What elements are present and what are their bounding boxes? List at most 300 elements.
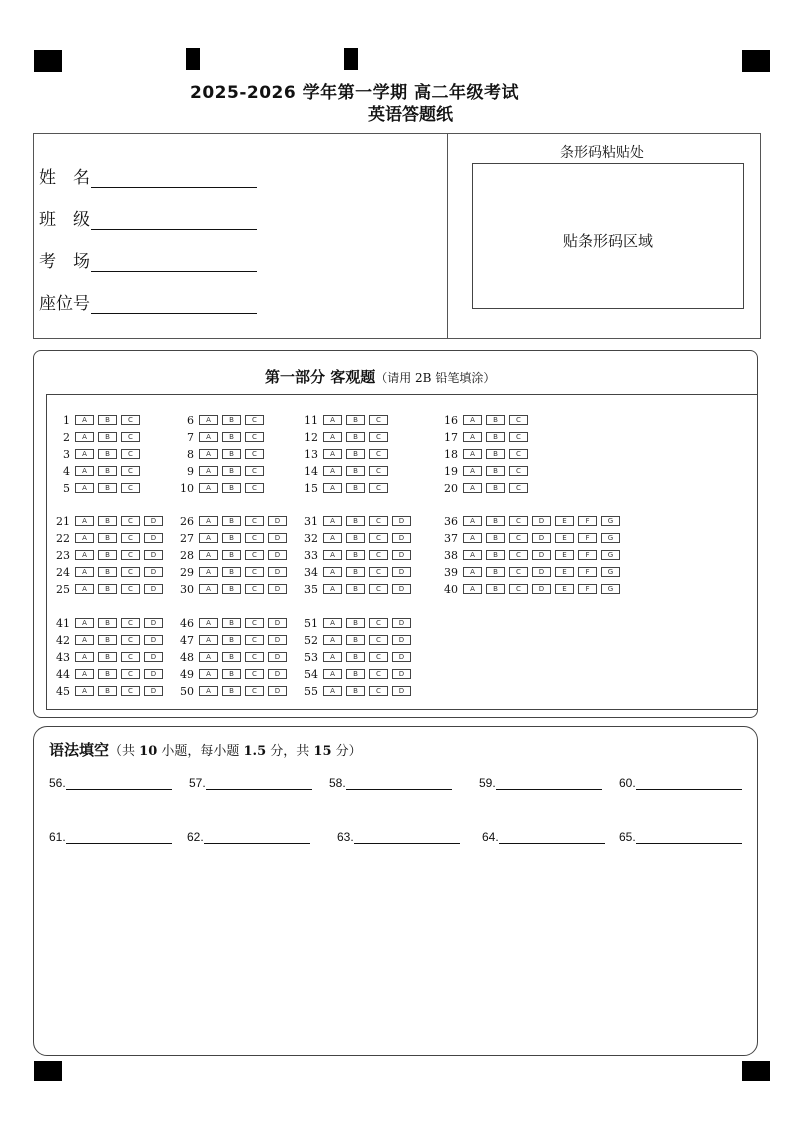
option-bubble-c[interactable]: C bbox=[369, 618, 388, 628]
seat-number-line[interactable] bbox=[91, 295, 257, 314]
option-bubble-a[interactable]: A bbox=[75, 584, 94, 594]
option-bubble-g[interactable]: G bbox=[601, 584, 620, 594]
option-bubble-c[interactable]: C bbox=[245, 483, 264, 493]
option-bubble-d[interactable]: D bbox=[392, 652, 411, 662]
option-bubble-a[interactable]: A bbox=[75, 669, 94, 679]
option-bubble-a[interactable]: A bbox=[463, 533, 482, 543]
option-bubble-a[interactable]: A bbox=[323, 432, 342, 442]
option-bubble-c[interactable]: C bbox=[121, 686, 140, 696]
option-bubble-c[interactable]: C bbox=[509, 432, 528, 442]
option-bubble-g[interactable]: G bbox=[601, 567, 620, 577]
option-bubble-a[interactable]: A bbox=[75, 567, 94, 577]
question-number: 9 bbox=[187, 464, 194, 478]
option-bubble-d[interactable]: D bbox=[392, 567, 411, 577]
option-bubble-a[interactable]: A bbox=[199, 618, 218, 628]
option-bubble-a[interactable]: A bbox=[75, 618, 94, 628]
option-bubble-d[interactable]: D bbox=[392, 550, 411, 560]
option-bubble-b[interactable]: B bbox=[98, 533, 117, 543]
option-bubble-c[interactable]: C bbox=[509, 415, 528, 425]
option-bubble-b[interactable]: B bbox=[486, 516, 505, 526]
question-number: 15 bbox=[304, 481, 318, 495]
option-bubble-a[interactable]: A bbox=[199, 686, 218, 696]
option-bubble-b[interactable]: B bbox=[346, 567, 365, 577]
option-bubble-c[interactable]: C bbox=[369, 533, 388, 543]
option-bubble-a[interactable]: A bbox=[199, 516, 218, 526]
option-bubble-c[interactable]: C bbox=[369, 516, 388, 526]
seat-number-label: 座位号 bbox=[39, 294, 90, 314]
answer-line[interactable] bbox=[66, 831, 172, 844]
option-bubble-a[interactable]: A bbox=[75, 635, 94, 645]
blank-60[interactable] bbox=[619, 776, 742, 790]
option-bubble-f[interactable]: F bbox=[578, 516, 597, 526]
option-bubble-a[interactable]: A bbox=[323, 550, 342, 560]
option-bubble-a[interactable]: A bbox=[199, 669, 218, 679]
question-number: 5 bbox=[63, 481, 70, 495]
option-bubble-c[interactable]: C bbox=[369, 652, 388, 662]
option-bubble-d[interactable]: D bbox=[532, 550, 551, 560]
option-bubble-b[interactable]: B bbox=[222, 686, 241, 696]
option-bubble-d[interactable]: D bbox=[268, 550, 287, 560]
option-bubble-c[interactable]: C bbox=[369, 550, 388, 560]
question-6 bbox=[172, 414, 268, 426]
answer-line[interactable] bbox=[636, 777, 742, 790]
option-bubble-b[interactable]: B bbox=[346, 584, 365, 594]
option-bubble-f[interactable]: F bbox=[578, 584, 597, 594]
option-bubble-a[interactable]: A bbox=[323, 483, 342, 493]
option-bubble-d[interactable]: D bbox=[268, 652, 287, 662]
option-bubble-b[interactable]: B bbox=[346, 550, 365, 560]
option-bubble-a[interactable]: A bbox=[463, 516, 482, 526]
option-bubble-a[interactable]: A bbox=[323, 652, 342, 662]
timing-mark bbox=[34, 1061, 62, 1081]
option-bubble-c[interactable]: C bbox=[121, 669, 140, 679]
option-bubble-c[interactable]: C bbox=[245, 432, 264, 442]
option-bubble-c[interactable]: C bbox=[369, 415, 388, 425]
option-bubble-a[interactable]: A bbox=[463, 567, 482, 577]
option-bubble-c[interactable]: C bbox=[121, 415, 140, 425]
question-28 bbox=[172, 549, 291, 561]
option-bubble-b[interactable]: B bbox=[98, 466, 117, 476]
option-bubble-d[interactable]: D bbox=[532, 584, 551, 594]
option-bubble-d[interactable]: D bbox=[268, 686, 287, 696]
exam-room-field[interactable] bbox=[39, 247, 257, 272]
option-bubble-a[interactable]: A bbox=[199, 584, 218, 594]
question-45 bbox=[48, 685, 167, 697]
grammar-note-text: 分） bbox=[331, 744, 362, 759]
answer-line[interactable] bbox=[496, 777, 602, 790]
option-bubble-b[interactable]: B bbox=[346, 618, 365, 628]
option-bubble-b[interactable]: B bbox=[346, 652, 365, 662]
exam-room-line[interactable] bbox=[91, 253, 257, 272]
option-bubble-e[interactable]: E bbox=[555, 567, 574, 577]
question-20 bbox=[436, 482, 532, 494]
question-50 bbox=[172, 685, 291, 697]
option-bubble-c[interactable]: C bbox=[245, 415, 264, 425]
timing-mark bbox=[742, 1061, 770, 1081]
timing-mark bbox=[742, 50, 770, 72]
option-bubble-c[interactable]: C bbox=[509, 449, 528, 459]
option-bubble-g[interactable]: G bbox=[601, 533, 620, 543]
option-bubble-b[interactable]: B bbox=[486, 584, 505, 594]
option-bubble-a[interactable]: A bbox=[75, 533, 94, 543]
question-number: 12 bbox=[304, 430, 318, 444]
option-bubble-c[interactable]: C bbox=[245, 449, 264, 459]
option-bubble-c[interactable]: C bbox=[509, 584, 528, 594]
question-3 bbox=[48, 448, 144, 460]
option-bubble-b[interactable]: B bbox=[486, 415, 505, 425]
blank-64[interactable] bbox=[482, 830, 605, 844]
option-bubble-d[interactable]: D bbox=[144, 669, 163, 679]
blank-63[interactable] bbox=[337, 830, 460, 844]
option-bubble-a[interactable]: A bbox=[323, 449, 342, 459]
option-bubble-a[interactable]: A bbox=[463, 550, 482, 560]
option-bubble-b[interactable]: B bbox=[486, 567, 505, 577]
option-bubble-c[interactable]: C bbox=[369, 686, 388, 696]
option-bubble-c[interactable]: C bbox=[121, 550, 140, 560]
option-bubble-b[interactable]: B bbox=[222, 432, 241, 442]
option-bubble-c[interactable]: C bbox=[369, 584, 388, 594]
option-bubble-d[interactable]: D bbox=[144, 635, 163, 645]
blank-61[interactable] bbox=[49, 830, 172, 844]
option-bubble-e[interactable]: E bbox=[555, 550, 574, 560]
option-bubble-d[interactable]: D bbox=[392, 584, 411, 594]
option-bubble-a[interactable]: A bbox=[323, 516, 342, 526]
answer-line[interactable] bbox=[636, 831, 742, 844]
option-bubble-a[interactable]: A bbox=[463, 449, 482, 459]
option-bubble-b[interactable]: B bbox=[346, 432, 365, 442]
option-bubble-d[interactable]: D bbox=[392, 635, 411, 645]
blank-58[interactable] bbox=[329, 776, 452, 790]
option-bubble-a[interactable]: A bbox=[323, 415, 342, 425]
question-number: 52 bbox=[304, 633, 318, 647]
option-bubble-b[interactable]: B bbox=[98, 652, 117, 662]
option-bubble-d[interactable]: D bbox=[268, 533, 287, 543]
option-bubble-b[interactable]: B bbox=[346, 516, 365, 526]
option-bubble-b[interactable]: B bbox=[98, 686, 117, 696]
option-bubble-c[interactable]: C bbox=[121, 516, 140, 526]
option-bubble-b[interactable]: B bbox=[346, 686, 365, 696]
question-count: 10 bbox=[139, 744, 158, 759]
option-bubble-d[interactable]: D bbox=[268, 516, 287, 526]
option-bubble-c[interactable]: C bbox=[369, 567, 388, 577]
question-21 bbox=[48, 515, 167, 527]
option-bubble-d[interactable]: D bbox=[392, 516, 411, 526]
grammar-note-text: 小题，每小题 bbox=[157, 744, 244, 759]
option-bubble-c[interactable]: C bbox=[121, 483, 140, 493]
option-bubble-a[interactable]: A bbox=[75, 483, 94, 493]
question-2 bbox=[48, 431, 144, 443]
option-bubble-b[interactable]: B bbox=[98, 635, 117, 645]
option-bubble-c[interactable]: C bbox=[245, 686, 264, 696]
option-bubble-c[interactable]: C bbox=[245, 567, 264, 577]
answer-line[interactable] bbox=[206, 777, 312, 790]
question-47 bbox=[172, 634, 291, 646]
option-bubble-c[interactable]: C bbox=[121, 533, 140, 543]
option-bubble-g[interactable]: G bbox=[601, 550, 620, 560]
option-bubble-a[interactable]: A bbox=[463, 466, 482, 476]
option-bubble-b[interactable]: B bbox=[98, 516, 117, 526]
blank-59[interactable] bbox=[479, 776, 602, 790]
option-bubble-d[interactable]: D bbox=[392, 533, 411, 543]
option-bubble-a[interactable]: A bbox=[199, 449, 218, 459]
question-number: 27 bbox=[180, 531, 194, 545]
option-bubble-c[interactable]: C bbox=[121, 652, 140, 662]
option-bubble-d[interactable]: D bbox=[144, 550, 163, 560]
question-27 bbox=[172, 532, 291, 544]
option-bubble-a[interactable]: A bbox=[199, 432, 218, 442]
option-bubble-a[interactable]: A bbox=[75, 686, 94, 696]
option-bubble-b[interactable]: B bbox=[222, 516, 241, 526]
option-bubble-b[interactable]: B bbox=[222, 483, 241, 493]
option-bubble-c[interactable]: C bbox=[509, 567, 528, 577]
blank-label: 61. bbox=[49, 830, 66, 844]
option-bubble-a[interactable]: A bbox=[75, 516, 94, 526]
option-bubble-d[interactable]: D bbox=[144, 652, 163, 662]
option-bubble-b[interactable]: B bbox=[98, 618, 117, 628]
option-bubble-c[interactable]: C bbox=[369, 449, 388, 459]
option-bubble-a[interactable]: A bbox=[323, 466, 342, 476]
option-bubble-a[interactable]: A bbox=[199, 533, 218, 543]
option-bubble-b[interactable]: B bbox=[222, 652, 241, 662]
blank-57[interactable] bbox=[189, 776, 312, 790]
option-bubble-c[interactable]: C bbox=[121, 466, 140, 476]
question-31 bbox=[296, 515, 415, 527]
answer-line[interactable] bbox=[346, 777, 452, 790]
option-bubble-e[interactable]: E bbox=[555, 516, 574, 526]
barcode-area[interactable] bbox=[472, 163, 744, 309]
option-bubble-a[interactable]: A bbox=[75, 550, 94, 560]
option-bubble-c[interactable]: C bbox=[509, 483, 528, 493]
score-each: 1.5 bbox=[243, 744, 267, 759]
option-bubble-d[interactable]: D bbox=[268, 635, 287, 645]
option-bubble-c[interactable]: C bbox=[245, 533, 264, 543]
option-bubble-b[interactable]: B bbox=[486, 432, 505, 442]
option-bubble-c[interactable]: C bbox=[245, 584, 264, 594]
option-bubble-b[interactable]: B bbox=[98, 449, 117, 459]
option-bubble-c[interactable]: C bbox=[121, 584, 140, 594]
option-bubble-a[interactable]: A bbox=[463, 415, 482, 425]
option-bubble-b[interactable]: B bbox=[222, 466, 241, 476]
option-bubble-b[interactable]: B bbox=[346, 415, 365, 425]
option-bubble-b[interactable]: B bbox=[346, 669, 365, 679]
option-bubble-c[interactable]: C bbox=[509, 533, 528, 543]
question-41 bbox=[48, 617, 167, 629]
option-bubble-d[interactable]: D bbox=[268, 584, 287, 594]
option-bubble-c[interactable]: C bbox=[245, 466, 264, 476]
option-bubble-a[interactable]: A bbox=[323, 669, 342, 679]
class-line[interactable] bbox=[91, 211, 257, 230]
option-bubble-d[interactable]: D bbox=[392, 618, 411, 628]
question-number: 47 bbox=[180, 633, 194, 647]
option-bubble-b[interactable]: B bbox=[98, 669, 117, 679]
option-bubble-d[interactable]: D bbox=[532, 533, 551, 543]
question-12 bbox=[296, 431, 392, 443]
option-bubble-b[interactable]: B bbox=[346, 466, 365, 476]
option-bubble-c[interactable]: C bbox=[369, 432, 388, 442]
blank-62[interactable] bbox=[187, 830, 310, 844]
option-bubble-b[interactable]: B bbox=[486, 483, 505, 493]
exam-title: 2025-2026 学年第一学期 高二年级考试 bbox=[190, 83, 520, 103]
blank-56[interactable] bbox=[49, 776, 172, 790]
option-bubble-a[interactable]: A bbox=[463, 584, 482, 594]
option-bubble-c[interactable]: C bbox=[245, 516, 264, 526]
question-number: 49 bbox=[180, 667, 194, 681]
question-52 bbox=[296, 634, 415, 646]
question-number: 53 bbox=[304, 650, 318, 664]
option-bubble-b[interactable]: B bbox=[98, 432, 117, 442]
option-bubble-b[interactable]: B bbox=[222, 584, 241, 594]
question-13 bbox=[296, 448, 392, 460]
grammar-note-text: 分，共 bbox=[266, 744, 314, 759]
option-bubble-a[interactable]: A bbox=[323, 567, 342, 577]
option-bubble-g[interactable]: G bbox=[601, 516, 620, 526]
name-line[interactable] bbox=[91, 169, 257, 188]
option-bubble-a[interactable]: A bbox=[323, 618, 342, 628]
option-bubble-b[interactable]: B bbox=[222, 415, 241, 425]
option-bubble-c[interactable]: C bbox=[121, 618, 140, 628]
option-bubble-a[interactable]: A bbox=[75, 449, 94, 459]
option-bubble-b[interactable]: B bbox=[222, 533, 241, 543]
option-bubble-a[interactable]: A bbox=[75, 466, 94, 476]
option-bubble-d[interactable]: D bbox=[392, 669, 411, 679]
option-bubble-c[interactable]: C bbox=[369, 669, 388, 679]
option-bubble-e[interactable]: E bbox=[555, 533, 574, 543]
question-14 bbox=[296, 465, 392, 477]
option-bubble-a[interactable]: A bbox=[323, 584, 342, 594]
option-bubble-c[interactable]: C bbox=[245, 635, 264, 645]
option-bubble-a[interactable]: A bbox=[75, 415, 94, 425]
option-bubble-c[interactable]: C bbox=[369, 635, 388, 645]
option-bubble-d[interactable]: D bbox=[532, 516, 551, 526]
option-bubble-a[interactable]: A bbox=[323, 533, 342, 543]
option-bubble-f[interactable]: F bbox=[578, 533, 597, 543]
name-field[interactable] bbox=[39, 163, 257, 188]
option-bubble-b[interactable]: B bbox=[98, 567, 117, 577]
option-bubble-d[interactable]: D bbox=[532, 567, 551, 577]
timing-mark bbox=[186, 48, 200, 70]
option-bubble-d[interactable]: D bbox=[268, 618, 287, 628]
option-bubble-a[interactable]: A bbox=[199, 567, 218, 577]
option-bubble-d[interactable]: D bbox=[268, 669, 287, 679]
question-33 bbox=[296, 549, 415, 561]
option-bubble-b[interactable]: B bbox=[98, 584, 117, 594]
question-number: 35 bbox=[304, 582, 318, 596]
option-bubble-b[interactable]: B bbox=[222, 618, 241, 628]
option-bubble-a[interactable]: A bbox=[323, 686, 342, 696]
option-bubble-d[interactable]: D bbox=[268, 567, 287, 577]
option-bubble-a[interactable]: A bbox=[199, 466, 218, 476]
blank-65[interactable] bbox=[619, 830, 742, 844]
option-bubble-b[interactable]: B bbox=[222, 635, 241, 645]
question-49 bbox=[172, 668, 291, 680]
option-bubble-a[interactable]: A bbox=[199, 550, 218, 560]
option-bubble-c[interactable]: C bbox=[369, 483, 388, 493]
option-bubble-b[interactable]: B bbox=[346, 533, 365, 543]
option-bubble-c[interactable]: C bbox=[245, 669, 264, 679]
question-number: 21 bbox=[56, 514, 70, 528]
question-42 bbox=[48, 634, 167, 646]
question-40 bbox=[436, 583, 624, 595]
option-bubble-c[interactable]: C bbox=[121, 635, 140, 645]
option-bubble-c[interactable]: C bbox=[509, 466, 528, 476]
option-bubble-d[interactable]: D bbox=[144, 533, 163, 543]
option-bubble-c[interactable]: C bbox=[369, 466, 388, 476]
option-bubble-b[interactable]: B bbox=[98, 415, 117, 425]
question-number: 54 bbox=[304, 667, 318, 681]
question-number: 44 bbox=[56, 667, 70, 681]
option-bubble-a[interactable]: A bbox=[199, 415, 218, 425]
option-bubble-b[interactable]: B bbox=[486, 466, 505, 476]
grammar-note-text: （共 bbox=[109, 744, 140, 759]
option-bubble-d[interactable]: D bbox=[144, 618, 163, 628]
option-bubble-c[interactable]: C bbox=[121, 567, 140, 577]
barcode-area-label: 贴条形码区域 bbox=[562, 232, 653, 250]
option-bubble-b[interactable]: B bbox=[346, 635, 365, 645]
option-bubble-d[interactable]: D bbox=[144, 584, 163, 594]
question-30 bbox=[172, 583, 291, 595]
option-bubble-a[interactable]: A bbox=[463, 483, 482, 493]
question-35 bbox=[296, 583, 415, 595]
option-bubble-d[interactable]: D bbox=[144, 686, 163, 696]
option-bubble-f[interactable]: F bbox=[578, 550, 597, 560]
class-field[interactable] bbox=[39, 205, 257, 230]
option-bubble-b[interactable]: B bbox=[98, 550, 117, 560]
question-number: 43 bbox=[56, 650, 70, 664]
question-number: 4 bbox=[63, 464, 70, 478]
option-bubble-f[interactable]: F bbox=[578, 567, 597, 577]
option-bubble-c[interactable]: C bbox=[245, 652, 264, 662]
timing-mark bbox=[344, 48, 358, 70]
question-39 bbox=[436, 566, 624, 578]
option-bubble-b[interactable]: B bbox=[486, 449, 505, 459]
option-bubble-c[interactable]: C bbox=[121, 432, 140, 442]
option-bubble-a[interactable]: A bbox=[199, 483, 218, 493]
option-bubble-d[interactable]: D bbox=[392, 686, 411, 696]
seat-number-field[interactable] bbox=[39, 289, 257, 314]
option-bubble-a[interactable]: A bbox=[199, 635, 218, 645]
answer-line[interactable] bbox=[66, 777, 172, 790]
option-bubble-b[interactable]: B bbox=[222, 669, 241, 679]
option-bubble-b[interactable]: B bbox=[486, 533, 505, 543]
option-bubble-b[interactable]: B bbox=[222, 550, 241, 560]
question-number: 32 bbox=[304, 531, 318, 545]
option-bubble-b[interactable]: B bbox=[346, 483, 365, 493]
question-51 bbox=[296, 617, 415, 629]
option-bubble-c[interactable]: C bbox=[509, 550, 528, 560]
option-bubble-c[interactable]: C bbox=[245, 550, 264, 560]
option-bubble-c[interactable]: C bbox=[245, 618, 264, 628]
option-bubble-b[interactable]: B bbox=[222, 567, 241, 577]
option-bubble-c[interactable]: C bbox=[509, 516, 528, 526]
option-bubble-a[interactable]: A bbox=[75, 432, 94, 442]
option-bubble-b[interactable]: B bbox=[346, 449, 365, 459]
question-number: 55 bbox=[304, 684, 318, 698]
option-bubble-b[interactable]: B bbox=[486, 550, 505, 560]
option-bubble-e[interactable]: E bbox=[555, 584, 574, 594]
option-bubble-a[interactable]: A bbox=[75, 652, 94, 662]
answer-line[interactable] bbox=[354, 831, 460, 844]
option-bubble-b[interactable]: B bbox=[98, 483, 117, 493]
option-bubble-d[interactable]: D bbox=[144, 567, 163, 577]
option-bubble-c[interactable]: C bbox=[121, 449, 140, 459]
option-bubble-a[interactable]: A bbox=[323, 635, 342, 645]
option-bubble-d[interactable]: D bbox=[144, 516, 163, 526]
answer-line[interactable] bbox=[499, 831, 605, 844]
option-bubble-b[interactable]: B bbox=[222, 449, 241, 459]
answer-line[interactable] bbox=[204, 831, 310, 844]
option-bubble-a[interactable]: A bbox=[463, 432, 482, 442]
option-bubble-a[interactable]: A bbox=[199, 652, 218, 662]
